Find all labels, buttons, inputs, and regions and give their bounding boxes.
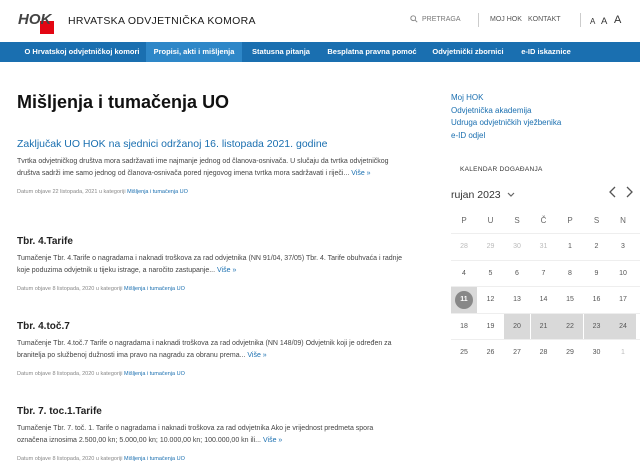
search-button[interactable] bbox=[410, 15, 461, 23]
article-meta: Datum objave 22 listopada, 2021 u kategoriji Mišljenja i tumačenja UO bbox=[17, 189, 188, 195]
calendar-day[interactable]: 7 bbox=[541, 269, 546, 277]
svg-text:HOK: HOK bbox=[18, 11, 52, 28]
calendar-day[interactable]: 12 bbox=[486, 296, 495, 303]
read-more-link[interactable]: Više » bbox=[217, 267, 237, 274]
sidebar-links bbox=[451, 92, 561, 142]
calendar-day[interactable]: 6 bbox=[515, 269, 519, 277]
article-title-link[interactable]: Tbr. 4.toč.7 bbox=[17, 321, 70, 332]
nav-item-statusna-pitanja[interactable]: Statusna pitanja bbox=[252, 47, 310, 56]
calendar-day[interactable]: 15 bbox=[566, 296, 574, 303]
article-excerpt: Tumačenje Tbr. 4.toč.7 Tarife o nagradama i naknadi troškova za rad odvjetnika (NN 148/09) Odvjetnik koji je određen za branitelja po službenoj dužnosti ima pravo na nagradu za obranu prema... Više » bbox=[17, 340, 392, 359]
month-select[interactable] bbox=[451, 189, 515, 201]
next-month-icon[interactable] bbox=[625, 186, 634, 198]
calendar-day[interactable]: 1 bbox=[621, 349, 625, 356]
calendar-day[interactable]: 17 bbox=[619, 296, 627, 303]
read-more-link[interactable]: Više » bbox=[262, 437, 283, 444]
font-size-small-button[interactable]: A bbox=[590, 17, 596, 26]
article-meta: Datum objave 8 listopada, 2020 u kategoriji Mišljenja i tumačenja UO bbox=[17, 371, 185, 377]
article-title-link[interactable]: Tbr. 4.Tarife bbox=[17, 236, 73, 247]
nav-item-eid-iskaznice[interactable]: e-ID iskaznice bbox=[521, 47, 571, 56]
calendar-day[interactable]: 27 bbox=[513, 349, 521, 356]
weekday-header: Č bbox=[540, 216, 547, 225]
article-item bbox=[17, 321, 402, 377]
month-label: rujan 2023 bbox=[451, 189, 501, 201]
calendar-day[interactable]: 22 bbox=[557, 314, 583, 340]
sidebar-link-moj-hok[interactable]: Moj HOK bbox=[451, 93, 484, 102]
calendar-day[interactable]: 24 bbox=[610, 314, 636, 340]
category-link[interactable]: Mišljenja i tumačenja UO bbox=[124, 371, 185, 377]
weekday-header: S bbox=[593, 216, 600, 225]
calendar-day[interactable]: 19 bbox=[486, 322, 495, 330]
calendar-day[interactable]: 25 bbox=[460, 349, 468, 356]
calendar-day[interactable]: 1 bbox=[568, 243, 572, 250]
sidebar-link-udruga-vjezbenika[interactable]: Udruga odvjetničkih vježbenika bbox=[451, 118, 562, 127]
article-title-link[interactable]: Tbr. 7. toc.1.Tarife bbox=[17, 406, 102, 417]
calendar-day[interactable]: 28 bbox=[460, 243, 468, 250]
weekday-header: S bbox=[514, 216, 520, 225]
read-more-link[interactable]: Više » bbox=[351, 170, 371, 177]
calendar-day[interactable]: 13 bbox=[513, 296, 521, 303]
calendar-day[interactable]: 20 bbox=[504, 314, 530, 340]
article-excerpt: Tvrtka odvjetničkog društva mora sadržavati ime najmanje jednog od članova-osnivača. U slučaju da tvrtka odvjetničkog društva sadrži ime samo jednog od članova-osnivača pored njegovog imena tvrtka mora sadržavati i riječi... Više » bbox=[17, 158, 389, 177]
calendar-day[interactable]: 3 bbox=[621, 243, 625, 250]
site-title[interactable]: HRVATSKA ODVJETNIČKA KOMORA bbox=[68, 15, 256, 27]
calendar-day[interactable] bbox=[451, 287, 477, 313]
category-link[interactable]: Mišljenja i tumačenja UO bbox=[127, 189, 188, 195]
calendar-day[interactable]: 23 bbox=[584, 314, 610, 340]
calendar-day[interactable]: 10 bbox=[619, 269, 627, 277]
calendar-day[interactable]: 9 bbox=[594, 269, 599, 277]
article-title-link[interactable]: Zaključak UO HOK na sjednici održanoj 16. listopada 2021. godine bbox=[17, 138, 328, 150]
divider bbox=[580, 13, 581, 27]
calendar-day[interactable]: 28 bbox=[539, 349, 548, 356]
nav-item-odvjetnicki-zbornici[interactable]: Odvjetnički zbornici bbox=[432, 47, 504, 56]
nav-item-besplatna-pravna-pomoc[interactable]: Besplatna pravna pomoć bbox=[327, 47, 417, 56]
font-size-large-button[interactable]: A bbox=[614, 14, 622, 26]
category-link[interactable]: Mišljenja i tumačenja UO bbox=[124, 286, 185, 292]
article-item bbox=[17, 406, 402, 462]
prev-month-icon[interactable] bbox=[608, 186, 617, 198]
article-meta: Datum objave 8 listopada, 2020 u kategoriji Mišljenja i tumačenja UO bbox=[17, 286, 185, 292]
weekday-header: P bbox=[567, 216, 573, 225]
calendar-day[interactable]: 31 bbox=[539, 243, 548, 250]
calendar-day[interactable]: 30 bbox=[513, 243, 521, 250]
font-size-medium-button[interactable]: A bbox=[601, 16, 608, 27]
calendar-day[interactable]: 30 bbox=[592, 349, 601, 356]
sidebar-link-eid-odjel[interactable]: e-ID odjel bbox=[451, 130, 486, 140]
article-excerpt: Tumačenje Tbr. 4.Tarife o nagradama i naknadi troškova za rad odvjetnika (NN 91/04, 37/05) Tbr. 4. Tarife obuhvaća i radnje koje poduzima odvjetnik u tijeku istrage, a naročito zastupanje... Više » bbox=[17, 255, 402, 274]
calendar-day[interactable]: 29 bbox=[486, 243, 495, 250]
weekday-header: U bbox=[487, 216, 494, 225]
calendar-day[interactable]: 4 bbox=[462, 269, 466, 277]
calendar-day[interactable]: 2 bbox=[594, 243, 599, 250]
sidebar-link-odvjetnicka-akademija[interactable]: Odvjetnička akademija bbox=[451, 105, 532, 115]
article-item bbox=[17, 138, 402, 195]
calendar-day[interactable]: 29 bbox=[566, 349, 574, 356]
calendar-day[interactable]: 8 bbox=[568, 269, 572, 277]
calendar-day[interactable]: 16 bbox=[592, 296, 601, 303]
divider bbox=[478, 13, 479, 27]
page-title: Mišljenja i tumačenja UO bbox=[17, 92, 230, 112]
calendar-day[interactable]: 18 bbox=[460, 322, 468, 330]
calendar-day[interactable]: 26 bbox=[486, 349, 495, 356]
weekday-header: N bbox=[620, 216, 626, 225]
site-header bbox=[0, 0, 640, 42]
nav-item-o-komori[interactable]: O Hrvatskoj odvjetničkoj komori bbox=[24, 47, 140, 56]
article-meta: Datum objave 8 listopada, 2020 u kategoriji Mišljenja i tumačenja UO bbox=[17, 456, 185, 462]
today-marker: 11 bbox=[455, 291, 473, 309]
article-excerpt: Tumačenje Tbr. 7. toč. 1. Tarife o nagradama i naknadi troškova za rad odvjetnika Ako je vrijednost predmeta spora označena iznosima 2.500,00 kn; 5.000,00 kn; 10.000,00 kn; 100.000,00 kn ili... Više » bbox=[17, 425, 374, 444]
search-icon bbox=[410, 15, 418, 23]
calendar-day[interactable]: 21 bbox=[531, 314, 557, 340]
category-link[interactable]: Mišljenja i tumačenja UO bbox=[124, 456, 185, 462]
hok-logo[interactable] bbox=[18, 9, 58, 35]
moj-hok-link[interactable]: MOJ HOK bbox=[490, 16, 522, 23]
nav-item-propisi[interactable]: Propisi, akti i mišljenja bbox=[146, 42, 242, 62]
weekday-header: P bbox=[461, 216, 467, 225]
calendar-day[interactable]: 5 bbox=[488, 269, 493, 277]
calendar-day[interactable]: 14 bbox=[539, 296, 548, 303]
search-label: PRETRAGA bbox=[422, 15, 461, 23]
kontakt-link[interactable]: KONTAKT bbox=[528, 16, 561, 23]
article-item bbox=[17, 236, 402, 292]
calendar-heading: KALENDAR DOGAĐANJA bbox=[460, 166, 543, 173]
main-nav bbox=[0, 42, 640, 62]
chevron-down-icon bbox=[507, 192, 515, 198]
read-more-link[interactable]: Više » bbox=[247, 352, 267, 359]
